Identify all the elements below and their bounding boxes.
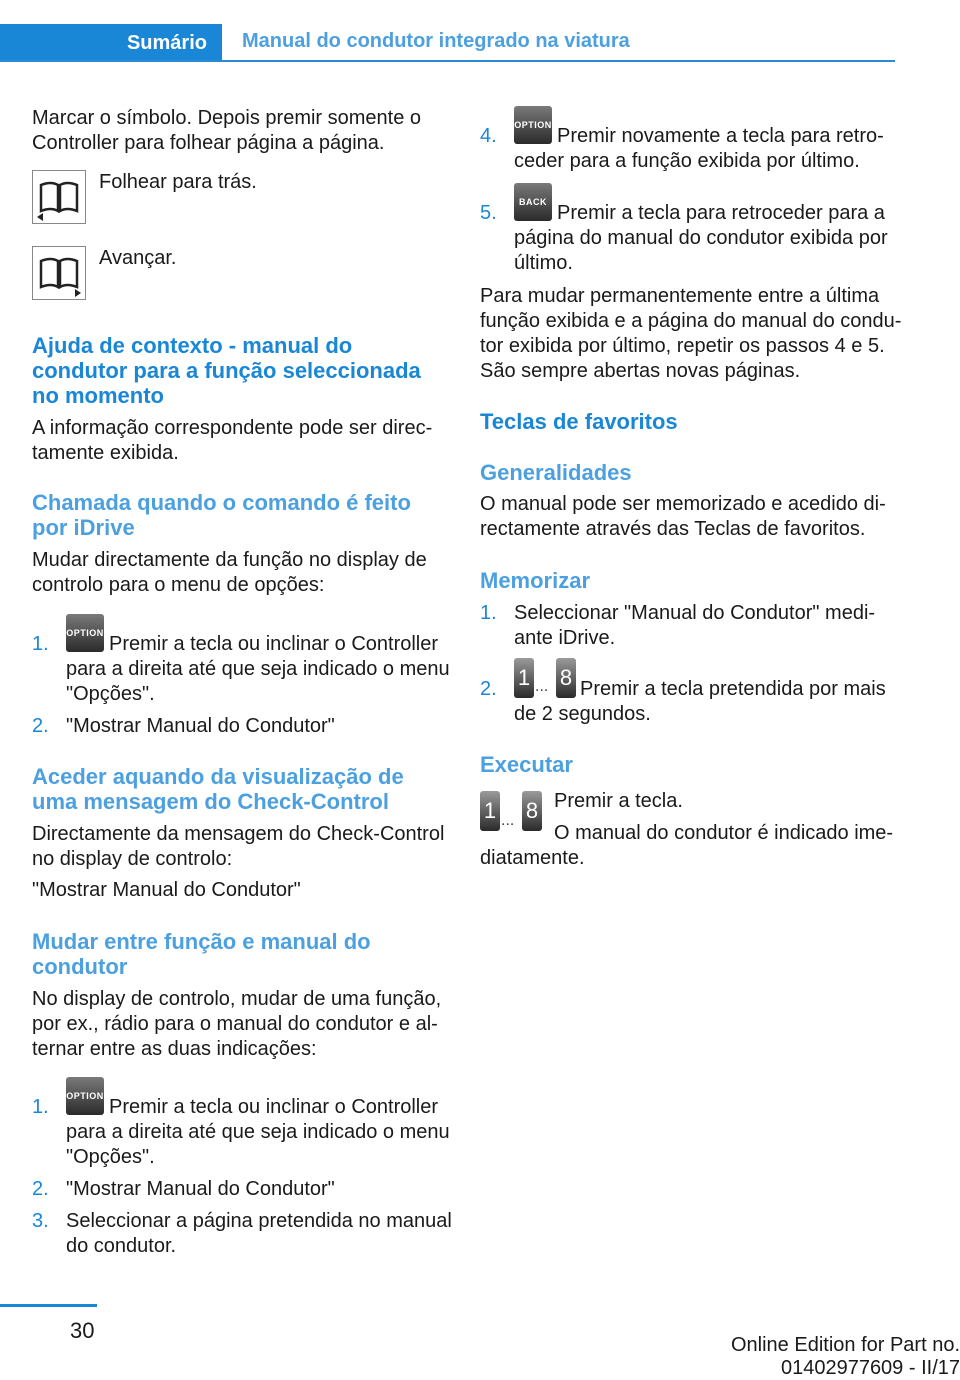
execute-text: Premir a tecla.	[554, 790, 683, 812]
list-number: 5.	[480, 202, 497, 224]
list-number: 2.	[480, 678, 497, 700]
page-number: 30	[70, 1318, 95, 1343]
list-item-text: de 2 segundos.	[514, 703, 651, 725]
list-item-text: último.	[514, 252, 573, 274]
favorite-key-8-icon	[522, 791, 542, 831]
heading-line: condutor para a função seleccionada	[32, 358, 421, 383]
option-key-icon	[514, 106, 552, 144]
context-paragraph	[32, 416, 432, 466]
forward-label: Avançar.	[99, 247, 177, 269]
text-line: ternar entre as duas indicações:	[32, 1038, 317, 1060]
list-item-text: página do manual do condutor exibida por	[514, 227, 888, 249]
heading-line: Aceder aquando da visualização de	[32, 764, 404, 789]
list-item-text: "Mostrar Manual do Condutor"	[66, 715, 335, 737]
list-number: 2.	[32, 1178, 49, 1200]
text-line: A informação correspondente pode ser direc‐	[32, 417, 433, 439]
list-number: 4.	[480, 125, 497, 147]
edition-note: Online Edition for Part no. 01402977609 - II/17	[730, 1334, 960, 1379]
key-label: OPTION	[66, 628, 104, 638]
list-item-text: Premir a tecla para retroceder para a	[557, 202, 885, 224]
text-line: O manual pode ser memorizado e acedido di‐	[480, 493, 886, 515]
footer-rule	[0, 1304, 97, 1307]
option-key-icon	[66, 614, 104, 652]
key-label: 1	[517, 665, 531, 690]
heading-general: Generalidades	[480, 460, 632, 485]
favorite-key-1-icon	[514, 658, 534, 698]
heading-favorites: Teclas de favoritos	[480, 409, 678, 434]
list-item-text: "Opções".	[66, 1146, 155, 1168]
check-paragraph	[32, 822, 444, 872]
list-number: 1.	[32, 633, 49, 655]
list-item-text: Premir a tecla ou inclinar o Controller	[109, 633, 439, 655]
heading-line: por iDrive	[32, 515, 135, 540]
key-label: BACK	[519, 197, 547, 207]
list-item-text: ante iDrive.	[514, 627, 616, 649]
heading-context-help	[32, 333, 452, 408]
heading-execute: Executar	[480, 752, 573, 777]
list-item-text: "Mostrar Manual do Condutor"	[66, 1178, 335, 1200]
page-header	[0, 0, 960, 64]
text-line: Para mudar permanentemente entre a última	[480, 285, 880, 307]
list-number: 1.	[480, 602, 497, 624]
option-key-icon	[66, 1077, 104, 1115]
ellipsis: ...	[501, 812, 515, 829]
execute-text: diatamente.	[480, 847, 585, 869]
heading-line: Chamada quando o comando é feito	[32, 490, 411, 515]
header-rule	[0, 60, 895, 62]
list-item-text: "Opções".	[66, 683, 155, 705]
list-item-text: Premir novamente a tecla para retro‐	[557, 125, 884, 147]
list-item-text: do condutor.	[66, 1235, 177, 1257]
intro-line-2: Controller para folhear página a página.	[32, 132, 385, 154]
text-line: tor exibida por último, repetir os passos 4 e 5.	[480, 335, 885, 357]
heading-line: no momento	[32, 383, 164, 408]
execute-text: O manual do condutor é indicado ime‐	[554, 822, 894, 844]
check-command: "Mostrar Manual do Condutor"	[32, 879, 301, 901]
text-line: São sempre abertas novas páginas.	[480, 360, 801, 382]
ellipsis: ...	[535, 678, 549, 695]
switch-paragraph	[32, 987, 441, 1062]
back-label: Folhear para trás.	[99, 171, 257, 193]
key-label: OPTION	[66, 1091, 104, 1101]
tab-sumario-label: Sumário	[126, 31, 207, 54]
key-label: 8	[559, 665, 573, 690]
list-number: 3.	[32, 1210, 49, 1232]
favorite-key-8-icon	[556, 658, 576, 698]
list-item-text: para a direita até que seja indicado o menu	[66, 658, 450, 680]
key-label: OPTION	[514, 120, 552, 130]
intro-paragraph	[32, 106, 452, 156]
text-line: No display de controlo, mudar de uma função,	[32, 988, 442, 1010]
list-number: 1.	[32, 1096, 49, 1118]
key-label: 8	[525, 798, 539, 823]
list-number: 2.	[32, 715, 49, 737]
heading-idrive	[32, 490, 452, 540]
key-label: 1	[483, 798, 497, 823]
text-line: função exibida e a página do manual do condu‐	[480, 310, 902, 332]
text-line: tamente exibida.	[32, 442, 179, 464]
tab-sumario[interactable]	[0, 24, 222, 62]
list-item-text: Premir a tecla pretendida por mais	[580, 678, 886, 700]
text-line: Mudar directamente da função no display de	[32, 549, 427, 571]
tab-manual[interactable]	[242, 30, 630, 53]
heading-check-control	[32, 764, 452, 814]
heading-switch	[32, 929, 452, 979]
text-line: por ex., rádio para o manual do condutor e al‐	[32, 1013, 438, 1035]
heading-memorize: Memorizar	[480, 568, 591, 593]
back-key-icon	[514, 183, 552, 221]
idrive-paragraph	[32, 548, 427, 598]
intro-line-1: Marcar o símbolo. Depois premir somente o	[32, 107, 422, 129]
text-line: Directamente da mensagem do Check-Control	[32, 823, 445, 845]
text-line: no display de controlo:	[32, 848, 233, 870]
heading-line: uma mensagem do Check-Control	[32, 789, 389, 814]
favorite-key-1-icon	[480, 791, 500, 831]
book-back-icon	[32, 170, 86, 224]
heading-line: Ajuda de contexto - manual do	[32, 333, 353, 358]
tab-manual-label: Manual do condutor integrado na viatura	[242, 30, 630, 52]
switch-permanent-paragraph	[480, 284, 901, 384]
general-paragraph	[480, 492, 886, 542]
list-item-text: ceder para a função exibida por último.	[514, 150, 860, 172]
list-item-text: Seleccionar a página pretendida no manual	[66, 1210, 452, 1232]
text-line: controlo para o menu de opções:	[32, 574, 325, 596]
text-line: rectamente através das Teclas de favoritos.	[480, 518, 866, 540]
list-item-text: Seleccionar "Manual do Condutor" medi‐	[514, 602, 876, 624]
list-item-text: Premir a tecla ou inclinar o Controller	[109, 1096, 439, 1118]
list-item-text: para a direita até que seja indicado o menu	[66, 1121, 450, 1143]
book-forward-icon	[32, 246, 86, 300]
heading-line: Mudar entre função e manual do	[32, 929, 371, 954]
heading-line: condutor	[32, 954, 128, 979]
